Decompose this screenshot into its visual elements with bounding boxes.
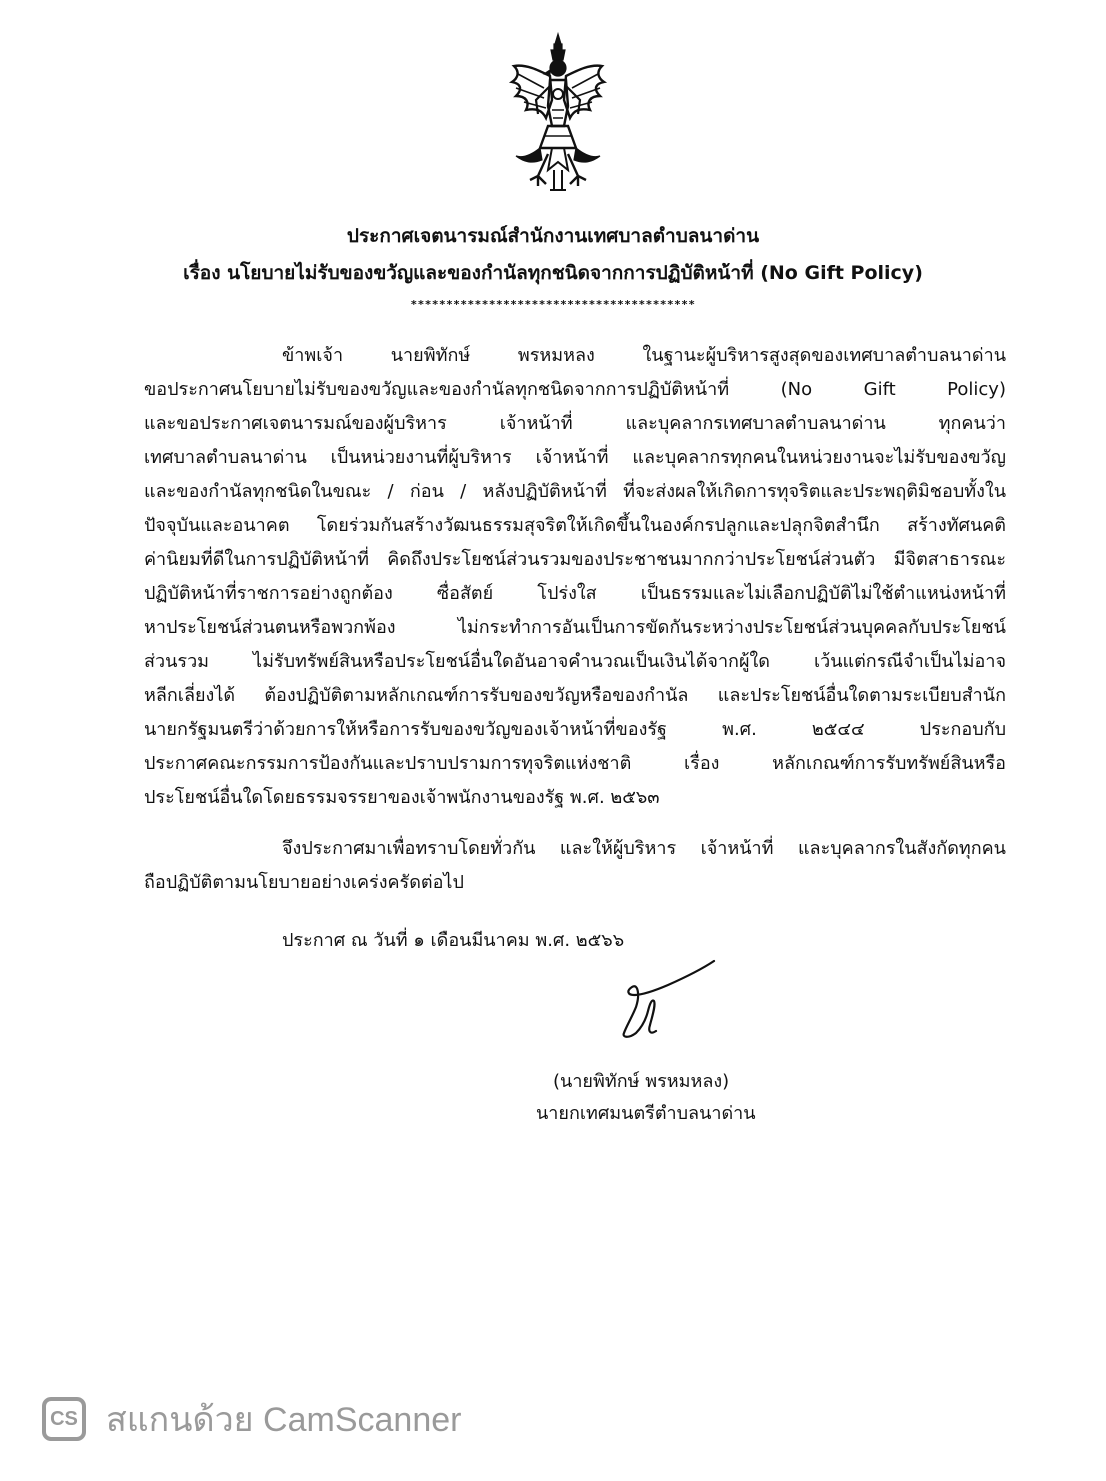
text-line: ปฏิบัติหน้าที่ราชการอย่างถูกต้อง ซื่อสัตย์ โปร่งใส เป็นธรรมและไม่เลือกปฏิบัติไม่ใช้ตำแหน่งหน้าที่ xyxy=(144,583,1006,604)
text-line: ถือปฏิบัติตามนโยบายอย่างเคร่งครัดต่อไป xyxy=(144,872,464,893)
garuda-emblem-icon xyxy=(508,30,608,196)
signatory-title: นายกเทศมนตรีตำบลนาด่าน xyxy=(536,1103,756,1124)
document-subject: เรื่อง นโยบายไม่รับของขวัญและของกำนัลทุกชนิดจากการปฏิบัติหน้าที่ (No Gift Policy) xyxy=(183,262,923,284)
text-line: หลีกเลี่ยงได้ ต้องปฏิบัติตามหลักเกณฑ์การรับของขวัญหรือของกำนัล และประโยชน์อื่นใดตามระเบียบสำนัก xyxy=(144,685,1006,706)
text-line: จึงประกาศมาเพื่อทราบโดยทั่วกัน และให้ผู้บริหาร เจ้าหน้าที่ และบุคลากรในสังกัดทุกคน xyxy=(282,838,1006,859)
text-line: ขอประกาศนโยบายไม่รับของขวัญและของกำนัลทุกชนิดจากการปฏิบัติหน้าที่ (No Gift Policy) xyxy=(144,379,1006,400)
text-line: ส่วนรวม ไม่รับทรัพย์สินหรือประโยชน์อื่นใดอันอาจคำนวณเป็นเงินได้จากผู้ใด เว้นแต่กรณีจำเป็นไม่อาจ xyxy=(144,651,1006,672)
text-line: หาประโยชน์ส่วนตนหรือพวกพ้อง ไม่กระทำการอันเป็นการขัดกันระหว่างประโยชน์ส่วนบุคคลกับประโยชน์ xyxy=(144,617,1006,638)
camscanner-watermark xyxy=(42,1392,562,1446)
title-separator: **************************************** xyxy=(410,298,696,311)
announcement-date: ประกาศ ณ วันที่ ๑ เดือนมีนาคม พ.ศ. ๒๕๖๖ xyxy=(282,930,625,951)
text-line: ปัจจุบันและอนาคต โดยร่วมกันสร้างวัฒนธรรมสุจริตให้เกิดขึ้นในองค์กรปลูกและปลุกจิตสำนึก สร้างทัศนคติ xyxy=(144,515,1006,536)
text-line: เทศบาลตำบลนาด่าน เป็นหน่วยงานที่ผู้บริหาร เจ้าหน้าที่ และบุคลากรทุกคนในหน่วยงานจะไม่รับของขวัญ xyxy=(144,447,1006,468)
text-line: นายกรัฐมนตรีว่าด้วยการให้หรือการรับของขวัญของเจ้าหน้าที่ของรัฐ พ.ศ. ๒๕๔๔ ประกอบกับ xyxy=(144,719,1006,740)
camscanner-logo-icon: CS xyxy=(42,1397,86,1441)
text-line: และขอประกาศเจตนารมณ์ของผู้บริหาร เจ้าหน้าที่ และบุคลากรเทศบาลตำบลนาด่าน ทุกคนว่า xyxy=(144,413,1006,434)
text-line: ประโยชน์อื่นใดโดยธรรมจรรยาของเจ้าพนักงานของรัฐ พ.ศ. ๒๕๖๓ xyxy=(144,787,660,808)
watermark-text: สแกนด้วย CamScanner xyxy=(106,1401,462,1439)
text-line: ค่านิยมที่ดีในการปฏิบัติหน้าที่ คิดถึงประโยชน์ส่วนรวมของประชาชนมากกว่าประโยชน์ส่วนตัว มีจิตสาธารณะ xyxy=(144,549,1006,570)
text-line: และของกำนัลทุกชนิดในขณะ / ก่อน / หลังปฏิบัติหน้าที่ ที่จะส่งผลให้เกิดการทุจริตและประพฤติมิชอบทั้งใน xyxy=(144,481,1006,502)
text-line: ประกาศคณะกรรมการป้องกันและปราบปรามการทุจริตแห่งชาติ เรื่อง หลักเกณฑ์การรับทรัพย์สินหรือ xyxy=(144,753,1006,774)
signatory-name: (นายพิทักษ์ พรหมหลง) xyxy=(553,1071,730,1092)
document-title: ประกาศเจตนารมณ์สำนักงานเทศบาลตำบลนาด่าน xyxy=(346,225,760,247)
handwritten-signature xyxy=(606,955,726,1045)
text-line: ข้าพเจ้า นายพิทักษ์ พรหมหลง ในฐานะผู้บริหารสูงสุดของเทศบาลตำบลนาด่าน xyxy=(282,345,1006,366)
